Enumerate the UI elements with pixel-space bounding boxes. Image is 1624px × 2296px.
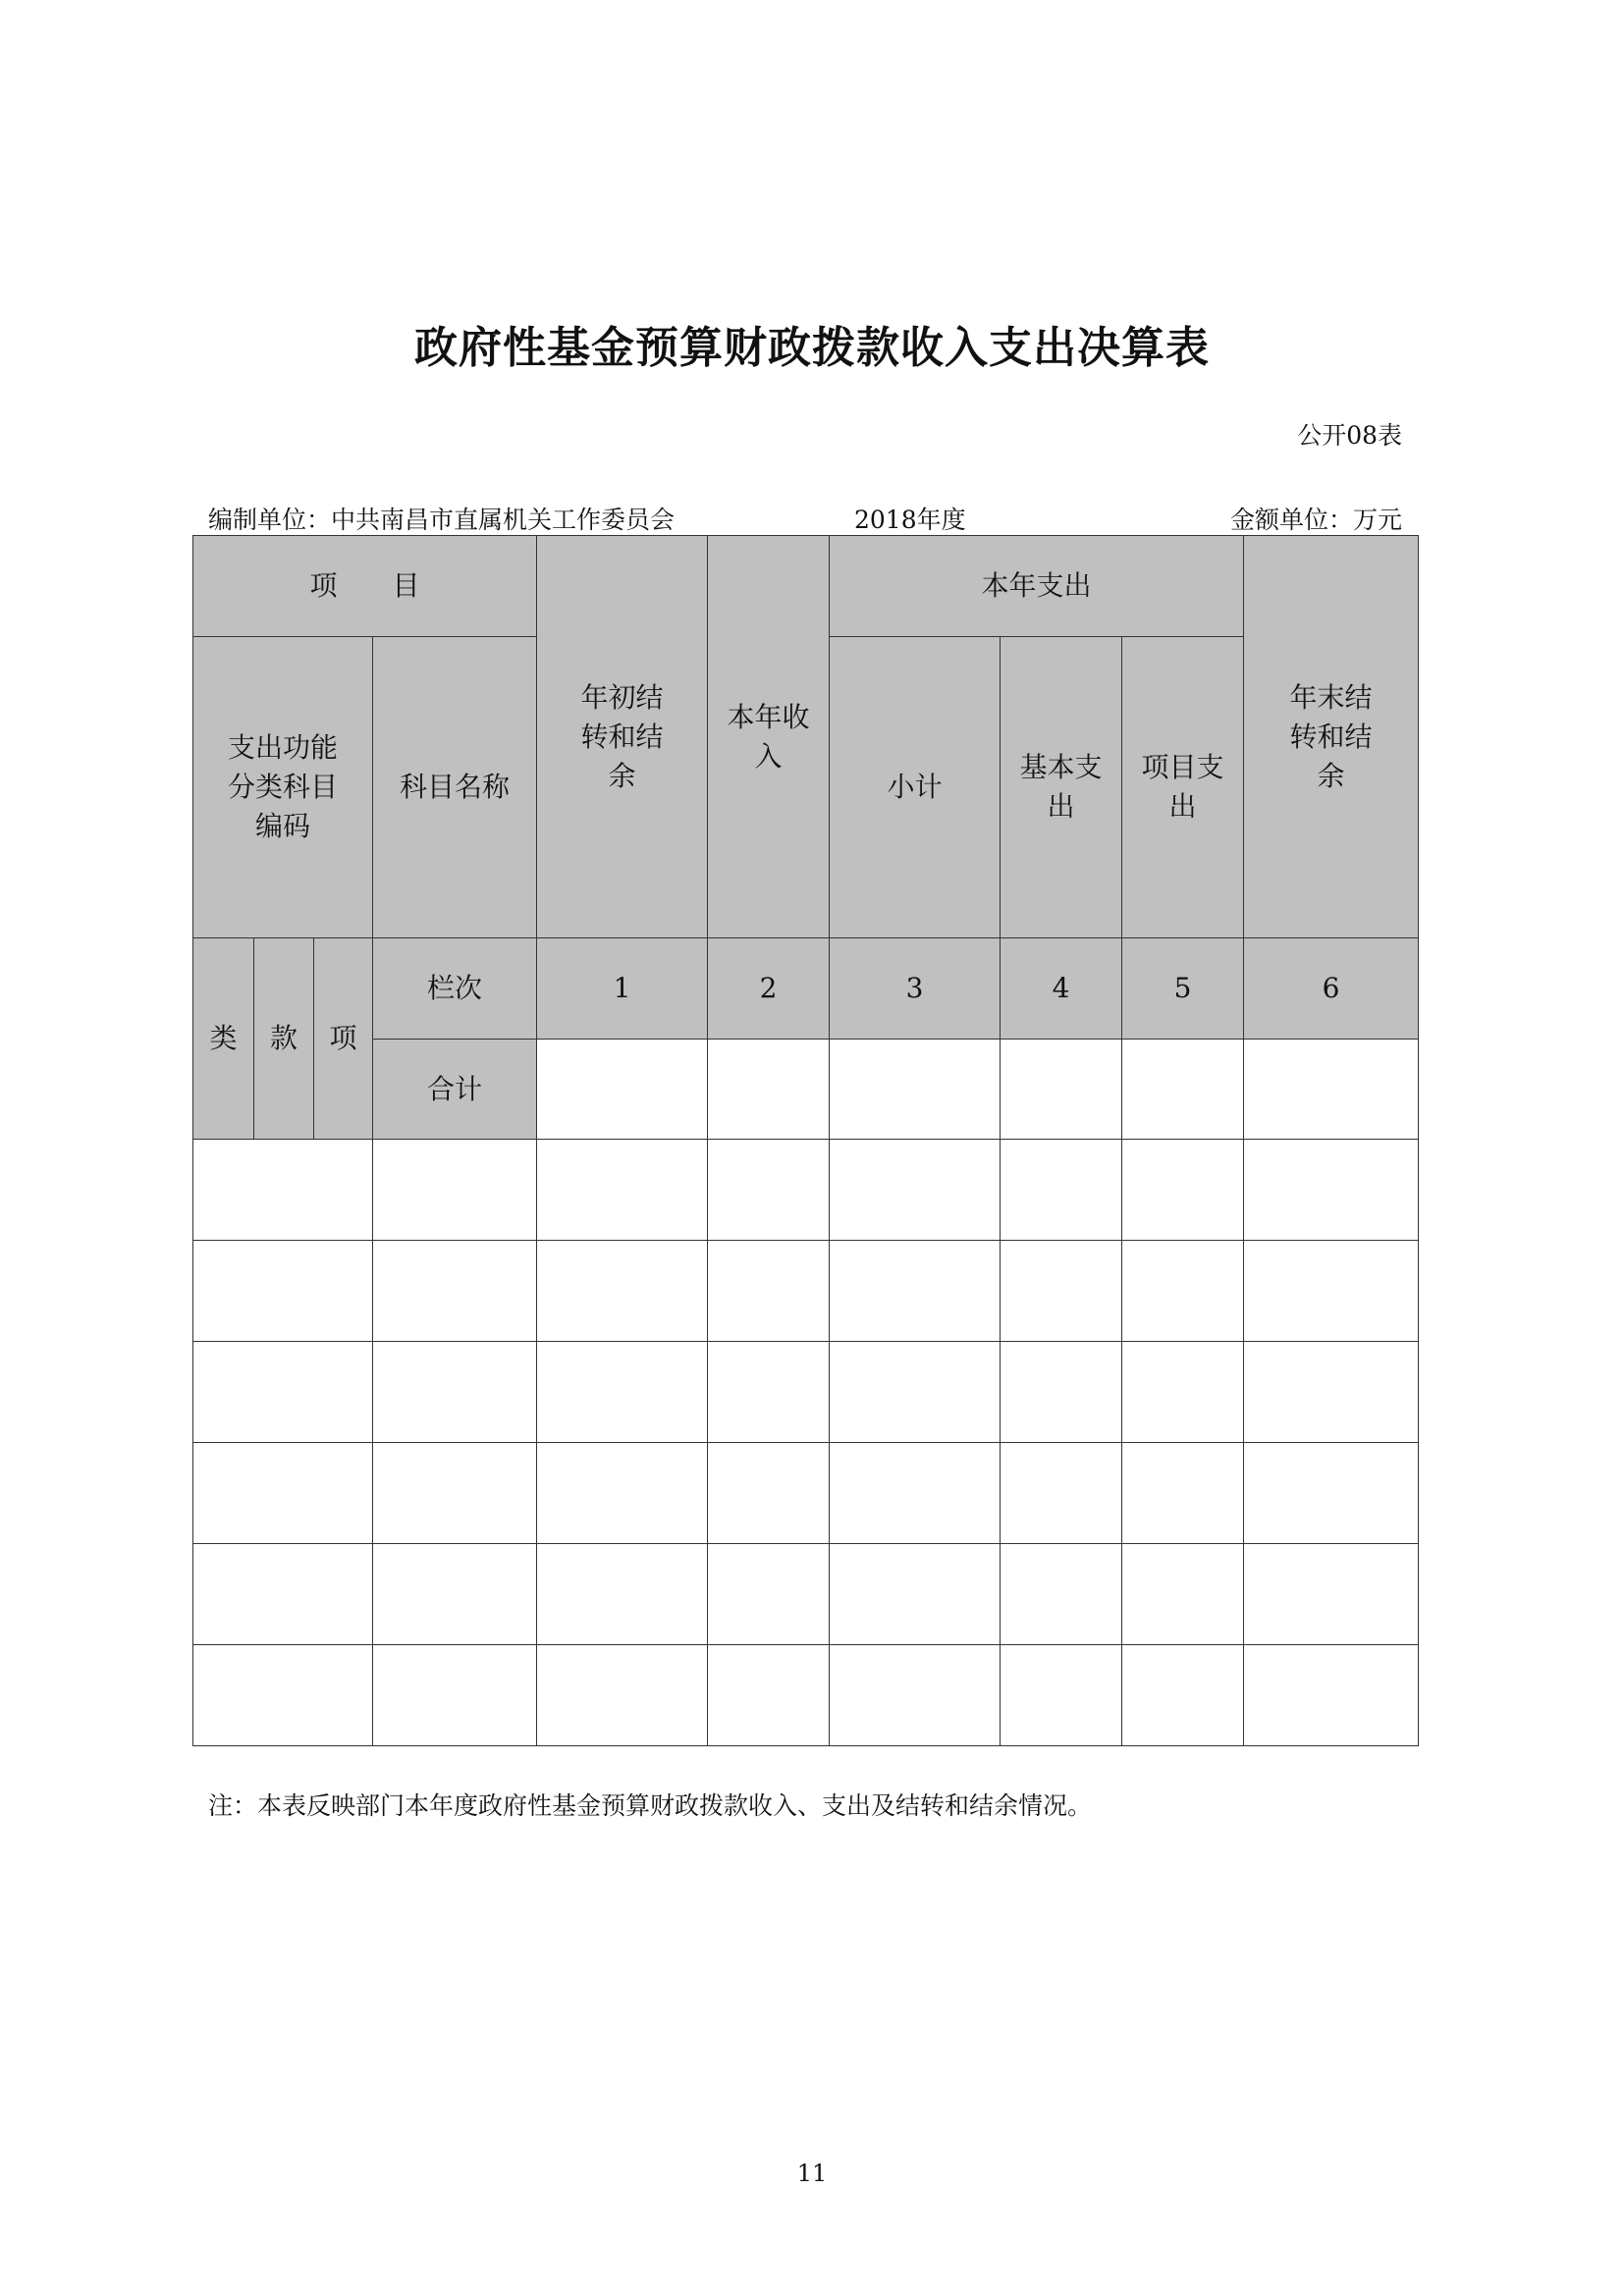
column-index-row bbox=[193, 938, 1419, 1040]
table-cell bbox=[830, 1241, 1001, 1342]
table-cell bbox=[830, 1544, 1001, 1645]
header-kuan: 款 bbox=[254, 938, 314, 1140]
header-opening-balance bbox=[537, 536, 708, 938]
table-number: 公开08表 bbox=[1297, 421, 1402, 450]
table-cell bbox=[1122, 1140, 1244, 1241]
table-cell bbox=[193, 1645, 373, 1746]
table-cell bbox=[1244, 1645, 1419, 1746]
page-number: 11 bbox=[796, 2160, 828, 2187]
table-cell bbox=[193, 1342, 373, 1443]
table-cell bbox=[537, 1645, 708, 1746]
table-cell bbox=[1244, 1241, 1419, 1342]
header-closing-balance-text: 年末结转和结余 bbox=[1289, 680, 1373, 792]
column-number-4: 4 bbox=[1001, 938, 1122, 1040]
table-cell bbox=[1122, 1645, 1244, 1746]
table-cell bbox=[1001, 1241, 1122, 1342]
column-number-5: 5 bbox=[1122, 938, 1244, 1040]
header-func-code-text: 支出功能分类科目编码 bbox=[227, 731, 338, 842]
table-cell bbox=[1001, 1342, 1122, 1443]
total-cell bbox=[1244, 1040, 1419, 1140]
table-row bbox=[193, 1544, 1419, 1645]
table-cell bbox=[1244, 1443, 1419, 1544]
table-cell bbox=[1244, 1140, 1419, 1241]
table-cell bbox=[1244, 1342, 1419, 1443]
header-opening-balance-text: 年初结转和结余 bbox=[580, 680, 664, 792]
header-lei: 类 bbox=[193, 938, 254, 1140]
table-cell bbox=[193, 1140, 373, 1241]
table-row bbox=[193, 1140, 1419, 1241]
amount-unit: 金额单位：万元 bbox=[1229, 506, 1402, 534]
table-cell bbox=[1001, 1645, 1122, 1746]
table-row bbox=[193, 1342, 1419, 1443]
header-current-income bbox=[708, 536, 830, 938]
column-number-2: 2 bbox=[708, 938, 830, 1040]
table-cell bbox=[1122, 1544, 1244, 1645]
table-cell bbox=[708, 1645, 830, 1746]
header-subtotal: 小计 bbox=[830, 637, 1001, 938]
total-cell bbox=[537, 1040, 708, 1140]
table-cell bbox=[1001, 1140, 1122, 1241]
table-cell bbox=[830, 1342, 1001, 1443]
table-cell bbox=[373, 1241, 537, 1342]
budget-table bbox=[192, 535, 1419, 1746]
header-current-income-text: 本年收入 bbox=[727, 700, 810, 773]
header-current-expenditure: 本年支出 bbox=[830, 536, 1244, 637]
table-cell bbox=[537, 1443, 708, 1544]
table-cell bbox=[708, 1140, 830, 1241]
total-cell bbox=[1122, 1040, 1244, 1140]
table-cell bbox=[708, 1544, 830, 1645]
table-cell bbox=[1122, 1443, 1244, 1544]
header-xiang: 项 bbox=[314, 938, 373, 1140]
total-cell bbox=[830, 1040, 1001, 1140]
table-cell bbox=[193, 1443, 373, 1544]
header-row-1 bbox=[193, 536, 1419, 637]
header-item: 项 目 bbox=[193, 536, 537, 637]
table-cell bbox=[708, 1241, 830, 1342]
header-closing-balance bbox=[1244, 536, 1419, 938]
column-number-1: 1 bbox=[537, 938, 708, 1040]
table-row bbox=[193, 1241, 1419, 1342]
table-cell bbox=[1122, 1342, 1244, 1443]
table-cell bbox=[373, 1342, 537, 1443]
table-cell bbox=[373, 1443, 537, 1544]
column-number-3: 3 bbox=[830, 938, 1001, 1040]
table-cell bbox=[1244, 1544, 1419, 1645]
total-row bbox=[193, 1040, 1419, 1140]
table-cell bbox=[537, 1544, 708, 1645]
table-cell bbox=[373, 1140, 537, 1241]
column-number-6: 6 bbox=[1244, 938, 1419, 1040]
table-note: 注：本表反映部门本年度政府性基金预算财政拨款收入、支出及结转和结余情况。 bbox=[208, 1791, 1093, 1820]
table-cell bbox=[830, 1645, 1001, 1746]
table-cell bbox=[708, 1443, 830, 1544]
table-cell bbox=[537, 1241, 708, 1342]
table-cell bbox=[193, 1544, 373, 1645]
table-cell bbox=[1001, 1544, 1122, 1645]
table-cell bbox=[537, 1140, 708, 1241]
header-func-code bbox=[193, 637, 373, 938]
header-column-index: 栏次 bbox=[373, 938, 537, 1040]
table-cell bbox=[830, 1443, 1001, 1544]
table-cell bbox=[193, 1241, 373, 1342]
header-project-exp-text: 项目支出 bbox=[1141, 751, 1224, 823]
table-cell bbox=[373, 1645, 537, 1746]
header-basic-exp bbox=[1001, 637, 1122, 938]
table-cell bbox=[708, 1342, 830, 1443]
header-subject-name: 科目名称 bbox=[373, 637, 537, 938]
table-row bbox=[193, 1443, 1419, 1544]
table-row bbox=[193, 1645, 1419, 1746]
fiscal-year: 2018年度 bbox=[854, 506, 966, 534]
header-basic-exp-text: 基本支出 bbox=[1019, 751, 1103, 823]
table-cell bbox=[1122, 1241, 1244, 1342]
header-project-exp bbox=[1122, 637, 1244, 938]
table-cell bbox=[373, 1544, 537, 1645]
page-title: 政府性基金预算财政拨款收入支出决算表 bbox=[414, 323, 1210, 373]
table-cell bbox=[537, 1342, 708, 1443]
header-total: 合计 bbox=[373, 1040, 537, 1140]
total-cell bbox=[1001, 1040, 1122, 1140]
prepared-unit: 编制单位：中共南昌市直属机关工作委员会 bbox=[208, 506, 676, 534]
total-cell bbox=[708, 1040, 830, 1140]
table-cell bbox=[1001, 1443, 1122, 1544]
table-cell bbox=[830, 1140, 1001, 1241]
